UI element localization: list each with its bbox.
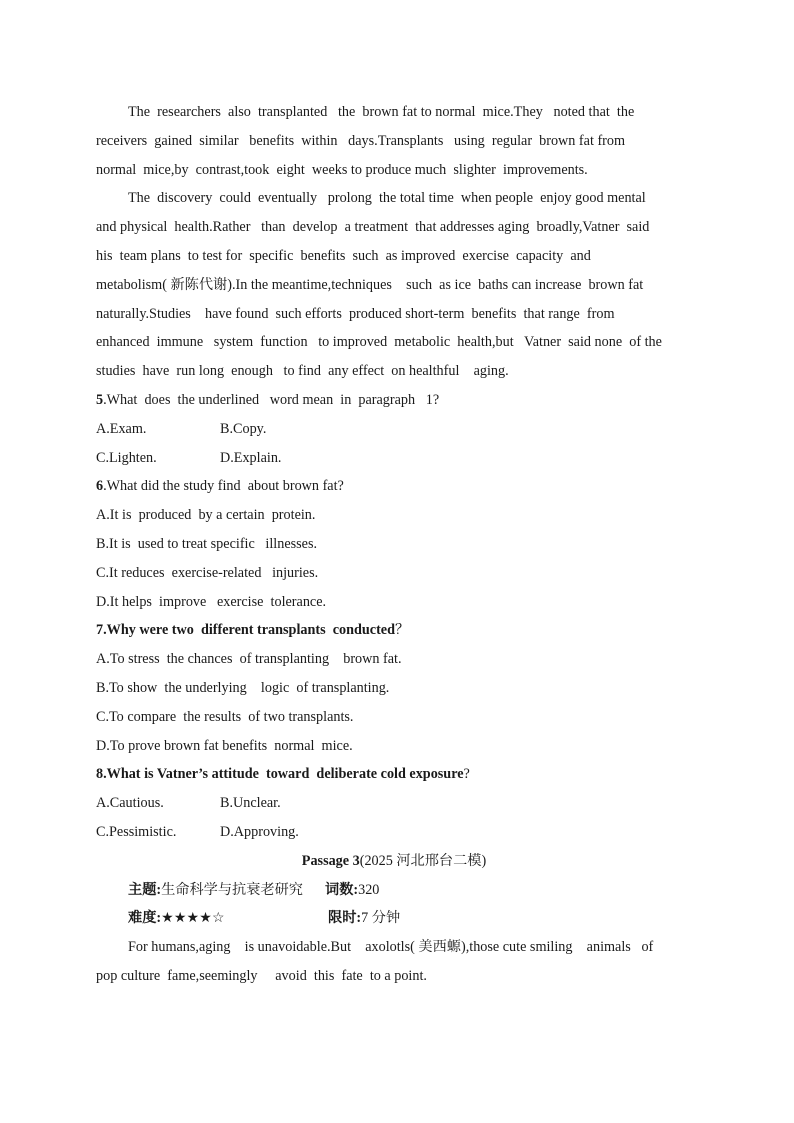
option-b[interactable]: B.To show the underlying logic of transplanting.: [96, 679, 390, 696]
option-row: [96, 789, 692, 818]
word-count-value: 320: [358, 881, 380, 898]
question-mark: ？: [394, 622, 410, 639]
question-number: 6: [96, 478, 104, 495]
time-limit-value: 7 分钟: [361, 910, 401, 927]
option-row: [96, 818, 692, 847]
option-b[interactable]: B.It is used to treat specific illnesses.: [96, 535, 318, 552]
option-a[interactable]: A.Exam.: [96, 420, 147, 437]
option-c[interactable]: C.To compare the results of two transplants.: [96, 708, 354, 725]
option-a[interactable]: A.To stress the chances of transplanting brown fat.: [96, 651, 402, 668]
text-line: For humans,aging is unavoidable.But axolotls( 美西螈),those cute smiling animals of: [128, 939, 654, 956]
difficulty-stars: ★★★★☆: [161, 910, 225, 927]
option-d[interactable]: D.It helps improve exercise tolerance.: [96, 593, 327, 610]
option-a[interactable]: A.Cautious.: [96, 795, 164, 812]
paragraph-1: [96, 98, 692, 184]
option-c[interactable]: C.It reduces exercise-related injuries.: [96, 564, 319, 581]
question-5: [96, 386, 692, 472]
text-line: naturally.Studies have found such efforts produced short-term benefits that range from: [96, 305, 615, 322]
text-line: his team plans to test for specific benefits such as improved exercise capacity and: [96, 247, 591, 264]
word-count-label: 词数:: [325, 881, 359, 898]
passage-meta-row: [96, 876, 692, 905]
option-b[interactable]: B.Unclear.: [220, 795, 281, 812]
option-a[interactable]: A.It is produced by a certain protein.: [96, 507, 316, 524]
time-limit-label: 限时:: [328, 910, 362, 927]
option-b[interactable]: B.Copy.: [220, 420, 267, 437]
word-count-info: [303, 876, 379, 905]
passage-title: [96, 847, 692, 876]
passage-meta-row: [96, 904, 692, 933]
document-page: [96, 98, 692, 991]
question-stem: [96, 616, 692, 645]
question-stem: [96, 472, 692, 501]
question-stem: [96, 760, 692, 789]
option-c[interactable]: C.Lighten.: [96, 449, 157, 466]
question-number: 5: [96, 391, 104, 408]
text-line: enhanced immune system function to improved metabolic health,but Vatner said none of the: [96, 334, 662, 351]
text-line: The researchers also transplanted the brown fat to normal mice.They noted that the: [128, 104, 635, 120]
option-d[interactable]: D.Approving.: [220, 823, 299, 840]
text-line: metabolism( 新陈代谢).In the meantime,techniques such as ice baths can increase brown fat: [96, 276, 644, 293]
text-line: studies have run long enough to find any effect on healthful aging.: [96, 363, 509, 380]
question-7: [96, 616, 692, 760]
text-line: and physical health.Rather than develop a treatment that addresses aging broadly,Vatner said: [96, 219, 650, 236]
option-row: [96, 444, 692, 473]
option-d[interactable]: D.Explain.: [220, 449, 282, 466]
topic-info: [128, 876, 303, 905]
question-stem: [96, 386, 692, 415]
question-6: [96, 472, 692, 616]
option-c[interactable]: C.Pessimistic.: [96, 823, 177, 840]
text-line: normal mice,by contrast,took eight weeks to produce much slighter improvements.: [96, 161, 588, 178]
difficulty-info: [128, 904, 328, 933]
question-mark: ?: [463, 766, 470, 783]
topic-label: 主题:: [128, 881, 162, 898]
topic-value: 生命科学与抗衰老研究: [161, 881, 303, 898]
difficulty-label: 难度:: [128, 910, 162, 927]
text-line: receivers gained similar benefits within days.Transplants using regular brown fat from: [96, 132, 626, 149]
option-d[interactable]: D.To prove brown fat benefits normal mice.: [96, 737, 353, 754]
passage-title-label: Passage 3: [301, 852, 360, 869]
question-text: .What did the study find about brown fat?: [103, 478, 344, 495]
question-text: .Why were two different transplants conducted: [103, 622, 395, 639]
text-line: pop culture fame,seemingly avoid this fate to a point.: [96, 967, 427, 984]
paragraph-2: [96, 184, 692, 386]
question-8: [96, 760, 692, 846]
question-number: 7: [96, 622, 104, 639]
option-row: [96, 415, 692, 444]
question-number: 8: [96, 766, 104, 783]
passage-3-paragraph: [96, 933, 692, 991]
question-text: .What does the underlined word mean in paragraph 1?: [103, 391, 440, 408]
question-text: .What is Vatner’s attitude toward deliberate cold exposure: [103, 766, 464, 783]
time-limit-info: [328, 904, 400, 933]
passage-source: (2025 河北邢台二模): [359, 852, 487, 869]
text-line: The discovery could eventually prolong the total time when people enjoy good mental: [128, 190, 646, 207]
